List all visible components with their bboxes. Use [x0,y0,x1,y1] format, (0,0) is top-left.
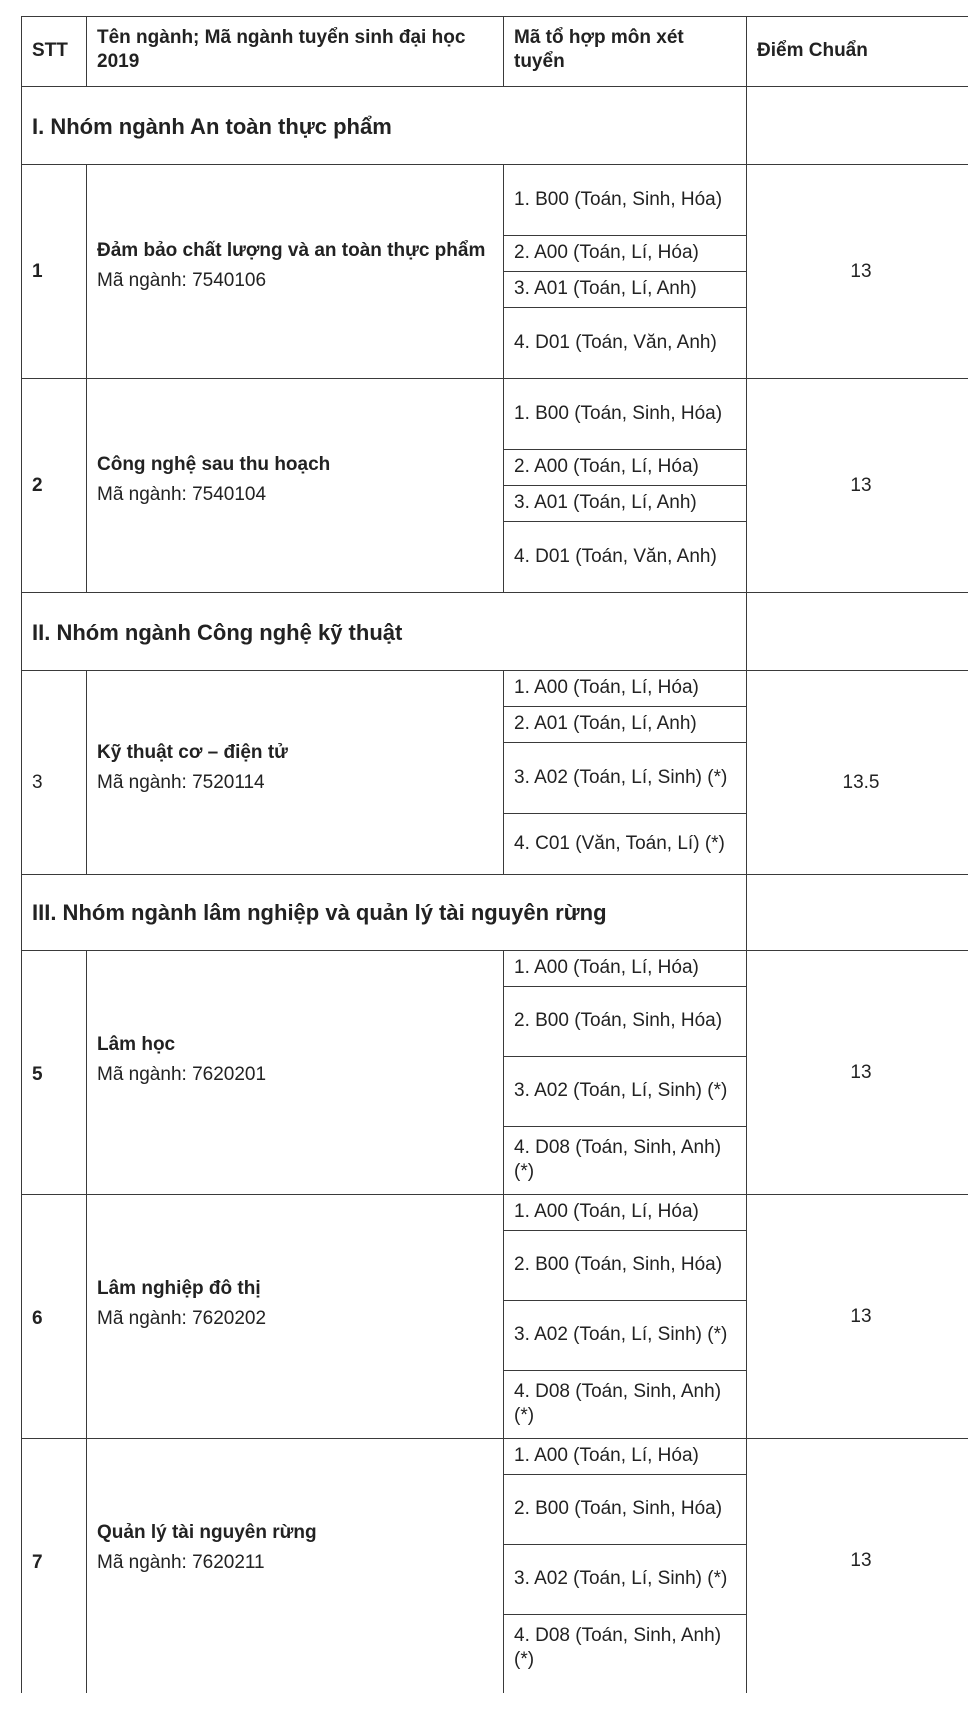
row-6-combo-2: 2. B00 (Toán, Sinh, Hóa) [514,1254,723,1275]
row-7-combo-1-cell [503,1438,747,1475]
row-5-name-cell [86,950,504,1195]
header-stt: STT [32,40,68,61]
row-2-combo-4: 4. D01 (Toán, Văn, Anh) [514,546,717,567]
row-7-stt: 7 [32,1552,43,1573]
row-3-stt-cell [21,670,87,875]
row-5-combo-4-cell [503,1126,747,1195]
row-7-combo-3: 3. A02 (Toán, Lí, Sinh) (*) [514,1568,728,1589]
stitch-seam [22,813,86,816]
row-7-code: Mã ngành: 7620211 [97,1552,265,1573]
row-6-stt-cell [21,1194,87,1439]
bottom-cutoff [21,1693,968,1695]
admission-score-table [21,16,968,1694]
header-tohop: Mã tổ hợp môn xét tuyển [514,27,684,72]
row-6-name: Lâm nghiệp đô thị [97,1278,261,1299]
row-5-combo-4: 4. D08 (Toán, Sinh, Anh) (*) [514,1137,722,1182]
header-tohop-cell [503,16,747,87]
row-3-combo-1-cell [503,670,747,707]
row-5-combo-1-cell [503,950,747,987]
row-6-stt: 6 [32,1308,43,1329]
row-1-combo-2-cell [503,235,747,272]
row-2-combo-2: 2. A00 (Toán, Lí, Hóa) [514,456,699,477]
row-6-combo-4-cell [503,1370,747,1439]
row-6-combo-3: 3. A02 (Toán, Lí, Sinh) (*) [514,1324,728,1345]
row-1-combo-4-cell [503,307,747,379]
row-7-combo-3-cell [503,1544,747,1615]
row-3-score-cell [746,670,968,875]
row-2-combo-3: 3. A01 (Toán, Lí, Anh) [514,492,697,513]
row-3-name-cell [86,670,504,875]
row-7-score-cell [746,1438,968,1694]
row-1-name: Đảm bảo chất lượng và an toàn thực phẩm [97,240,486,261]
row-3-combo-4: 4. C01 (Văn, Toán, Lí) (*) [514,833,725,854]
row-2-code: Mã ngành: 7540104 [97,484,267,505]
row-5-combo-3-cell [503,1056,747,1127]
row-6-code: Mã ngành: 7620202 [97,1308,267,1329]
row-5-score: 13 [850,1062,872,1083]
row-1-score: 13 [850,261,872,282]
row-5-combo-1: 1. A00 (Toán, Lí, Hóa) [514,957,699,978]
group-3-title: III. Nhóm ngành lâm nghiệp và quản lý tài nguyên rừng [32,900,607,925]
row-5-combo-2-cell [503,986,747,1057]
row-6-combo-4: 4. D08 (Toán, Sinh, Anh) (*) [514,1381,722,1426]
row-5-name: Lâm học [97,1034,176,1055]
header-diem-cell [746,16,968,87]
row-1-combo-1: 1. B00 (Toán, Sinh, Hóa) [514,189,723,210]
row-5-stt-cell [21,950,87,1195]
row-2-combo-4-cell [503,521,747,593]
row-6-name-cell [86,1194,504,1439]
row-3-score: 13.5 [842,772,880,793]
row-2-stt: 2 [32,475,43,496]
row-3-stt: 3 [32,772,43,793]
group-3-cell [21,874,747,951]
group-3-score-cell [746,874,968,951]
row-3-combo-3-cell [503,742,747,814]
row-7-stt-cell [21,1438,87,1694]
row-3-combo-2: 2. A01 (Toán, Lí, Anh) [514,713,697,734]
row-6-combo-3-cell [503,1300,747,1371]
row-2-combo-2-cell [503,449,747,486]
row-1-combo-3-cell [503,271,747,308]
row-1-combo-4: 4. D01 (Toán, Văn, Anh) [514,332,717,353]
row-3-combo-1: 1. A00 (Toán, Lí, Hóa) [514,677,699,698]
group-1-cell [21,86,747,165]
row-6-combo-1-cell [503,1194,747,1231]
row-2-stt-cell [21,378,87,593]
row-5-score-cell [746,950,968,1195]
row-2-name: Công nghệ sau thu hoạch [97,454,331,475]
group-2-score-cell [746,592,968,671]
row-7-score: 13 [850,1550,872,1571]
row-2-score: 13 [850,475,872,496]
row-5-code: Mã ngành: 7620201 [97,1064,267,1085]
row-6-score-cell [746,1194,968,1439]
row-7-combo-2: 2. B00 (Toán, Sinh, Hóa) [514,1498,723,1519]
row-1-stt-cell [21,164,87,379]
row-6-combo-1: 1. A00 (Toán, Lí, Hóa) [514,1201,699,1222]
row-3-name: Kỹ thuật cơ – điện tử [97,742,288,763]
row-2-name-cell [86,378,504,593]
row-7-combo-1: 1. A00 (Toán, Lí, Hóa) [514,1445,699,1466]
row-1-combo-1-cell [503,164,747,236]
row-1-stt: 1 [32,261,43,282]
row-3-combo-4-cell [503,813,747,875]
group-1-score-cell [746,86,968,165]
header-stt-cell [21,16,87,87]
row-7-combo-4: 4. D08 (Toán, Sinh, Anh) (*) [514,1625,722,1670]
row-5-combo-3: 3. A02 (Toán, Lí, Sinh) (*) [514,1080,728,1101]
group-2-title: II. Nhóm ngành Công nghệ kỹ thuật [32,620,403,645]
row-5-combo-2: 2. B00 (Toán, Sinh, Hóa) [514,1010,723,1031]
row-2-score-cell [746,378,968,593]
row-1-code: Mã ngành: 7540106 [97,270,267,291]
row-7-name: Quản lý tài nguyên rừng [97,1522,317,1543]
row-7-combo-2-cell [503,1474,747,1545]
header-nganh-cell [86,16,504,87]
row-7-name-cell [86,1438,504,1694]
stitch-seam [747,813,968,816]
group-1-title: I. Nhóm ngành An toàn thực phẩm [32,114,392,139]
row-2-combo-1-cell [503,378,747,450]
row-3-combo-2-cell [503,706,747,743]
row-3-code: Mã ngành: 7520114 [97,772,265,793]
row-6-combo-2-cell [503,1230,747,1301]
row-1-name-cell [86,164,504,379]
row-2-combo-3-cell [503,485,747,522]
header-nganh: Tên ngành; Mã ngành tuyển sinh đại học 2019 [97,27,466,72]
row-5-stt: 5 [32,1064,43,1085]
row-6-score: 13 [850,1306,872,1327]
row-3-combo-3: 3. A02 (Toán, Lí, Sinh) (*) [514,767,728,788]
row-1-combo-2: 2. A00 (Toán, Lí, Hóa) [514,242,699,263]
stitch-seam [87,813,503,816]
row-1-score-cell [746,164,968,379]
row-2-combo-1: 1. B00 (Toán, Sinh, Hóa) [514,403,723,424]
row-7-combo-4-cell [503,1614,747,1694]
row-1-combo-3: 3. A01 (Toán, Lí, Anh) [514,278,697,299]
group-2-cell [21,592,747,671]
header-diem: Điểm Chuẩn [757,40,868,61]
